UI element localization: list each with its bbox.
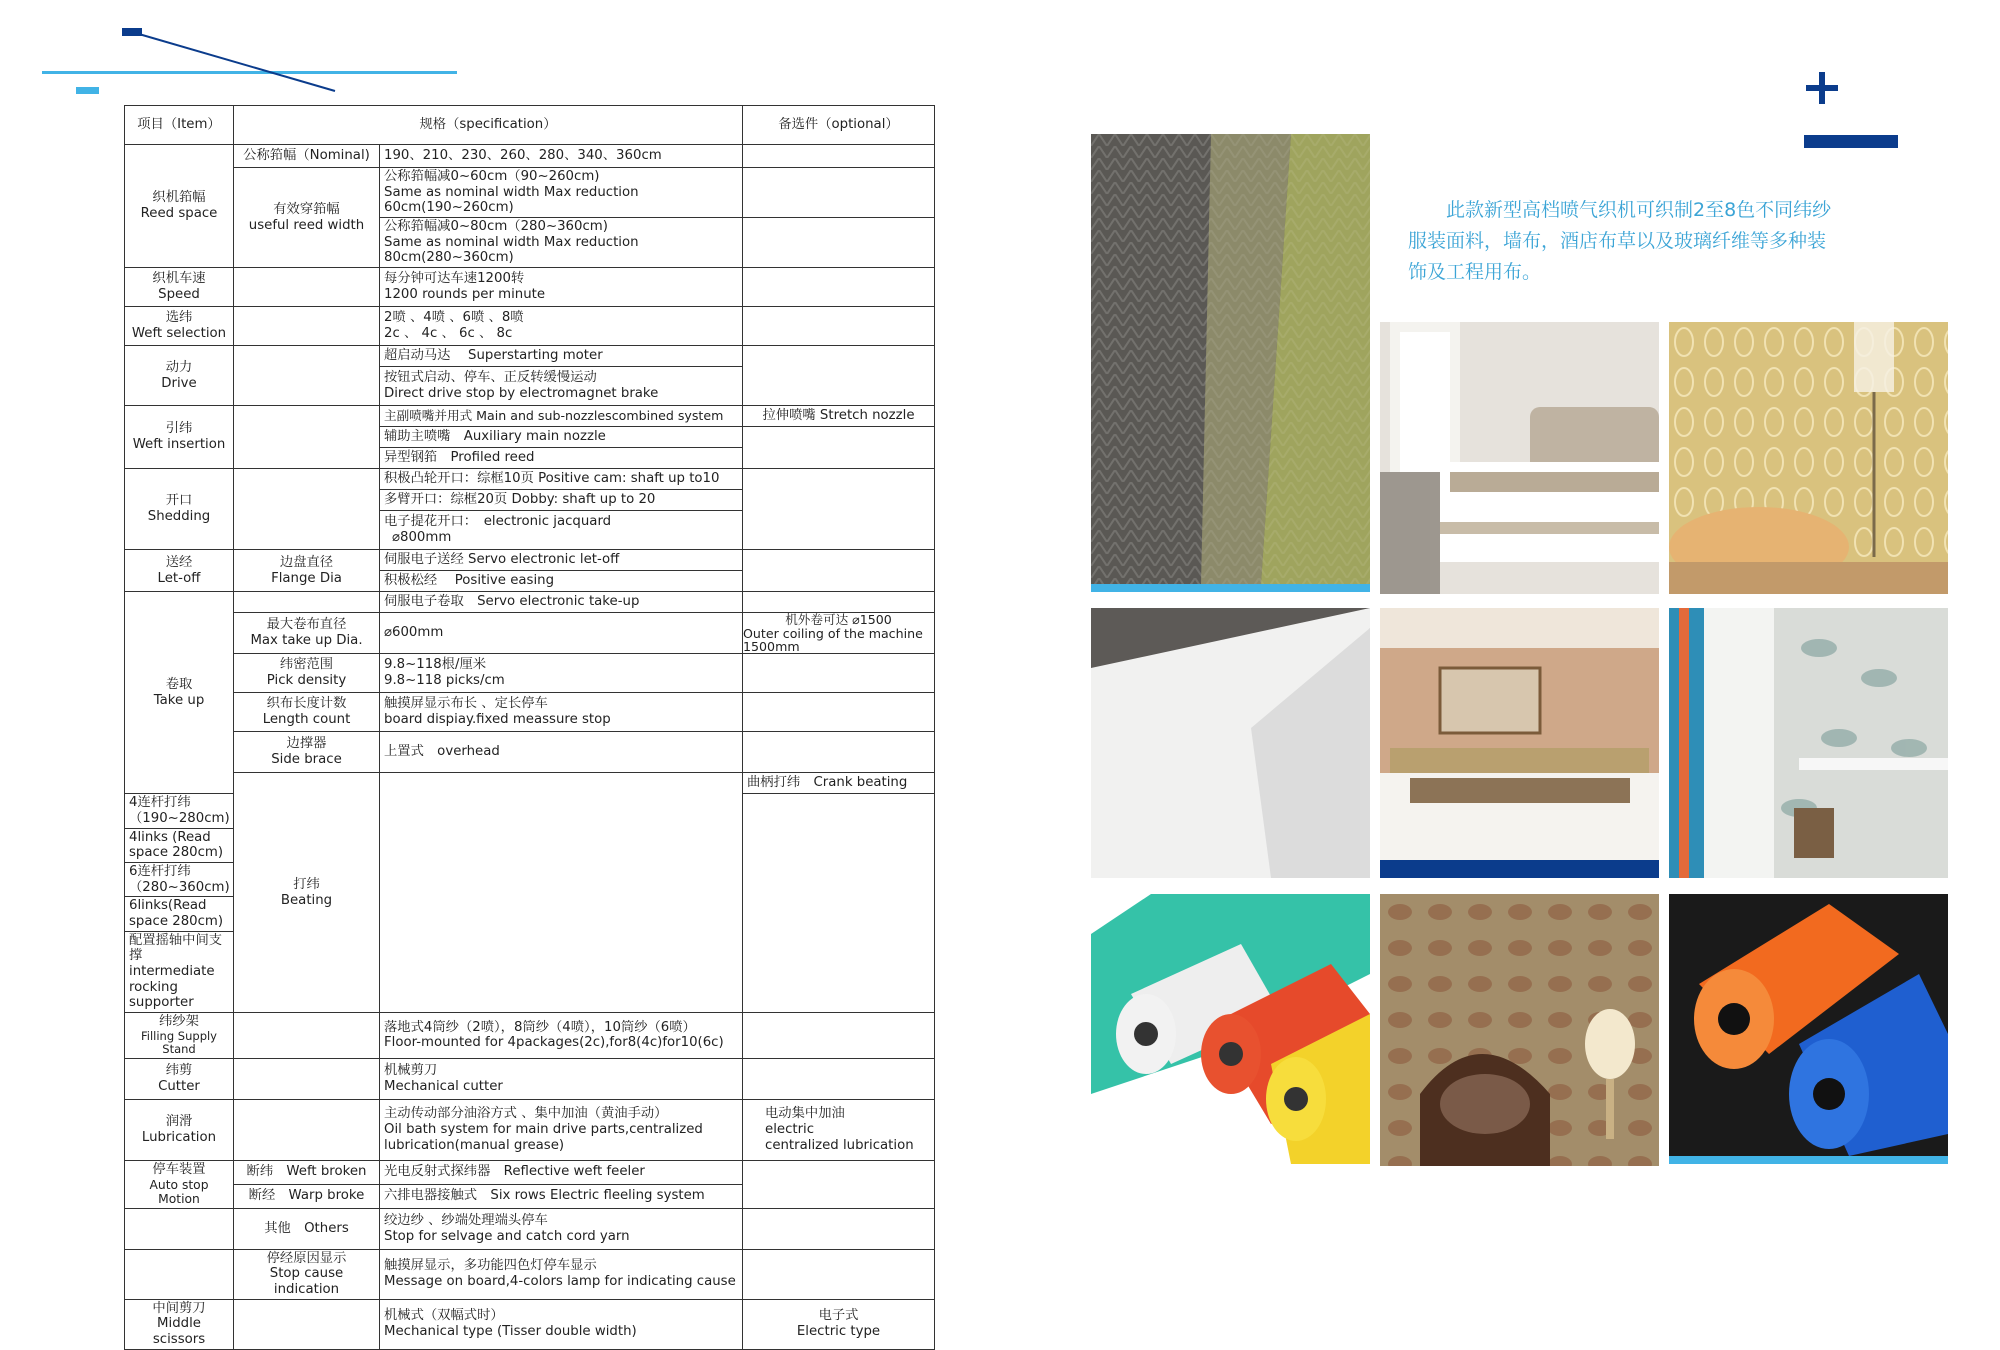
reed-label: 织机筘幅 Reed space — [125, 145, 234, 268]
stop-cause-label: 停经原因显示 Stop cause indication — [234, 1249, 380, 1299]
header-optional: 备选件（optional） — [743, 106, 935, 145]
weft-selection-label: 选纬 Weft selection — [125, 307, 234, 346]
pick-spec: 9.8~118根/厘米 9.8~118 picks/cm — [380, 654, 743, 693]
length-label: 织布长度计数 Length count — [234, 693, 380, 732]
useful-label: 有效穿筘幅 useful reed width — [234, 168, 380, 268]
letoff-spec-1: 伺服电子送经 Servo electronic let-off — [380, 550, 743, 571]
shedding-spec-1: 积极凸轮开口：综框10页 Positive cam: shaft up to10 — [380, 469, 743, 490]
brace-label: 边撑器 Side brace — [234, 732, 380, 773]
plus-icon — [1806, 72, 1838, 104]
beating-label: 打纬 Beating — [234, 773, 380, 1013]
warp-broke-label: 断经 Warp broke — [234, 1184, 380, 1208]
letoff-label: 送经 Let-off — [125, 550, 234, 592]
shedding-label: 开口 Shedding — [125, 469, 234, 550]
beating-spec-5: 6links(Read space 280cm) — [125, 897, 234, 931]
scissors-spec: 机械式（双幅式时） Mechanical type (Tisser double width) — [380, 1299, 743, 1349]
lubrication-label: 润滑 Lubrication — [125, 1099, 234, 1160]
length-spec: 触摸屏显示布长 、定长停车 board dispiay.fixed meassure stop — [380, 693, 743, 732]
lubrication-spec: 主动传动部分油浴方式 、集中加油（黄油手动） Oil bath system for main drive parts,centralized lubrication(manual grease) — [380, 1099, 743, 1160]
weft-insertion-label: 引纬 Weft insertion — [125, 406, 234, 469]
weft-insertion-spec-3: 异型钢筘 Profiled reed — [380, 448, 743, 469]
flange-label: 边盘直径 Flange Dia — [234, 550, 380, 592]
wallpaper-living-bar — [1669, 594, 1948, 602]
lubrication-opt: 电动集中加油 electric centralized lubrication — [743, 1099, 935, 1160]
diagonal-line — [130, 30, 340, 95]
takeup-label: 卷取 Take up — [125, 592, 234, 794]
others-label: 其他 Others — [234, 1208, 380, 1249]
autostop-label: 停车装置 Auto stop Motion — [125, 1160, 234, 1208]
curtain-bathroom-photo — [1669, 608, 1948, 878]
hotel-bedding-photo — [1380, 322, 1659, 594]
header-spec: 规格（specification） — [234, 106, 743, 145]
cutter-label: 纬剪 Cutter — [125, 1058, 234, 1099]
filling-spec: 落地式4筒纱（2喷），8筒纱（4喷），10筒纱（6喷） Floor-mounted for 4packages(2c),for8(4c)for10(6c) — [380, 1013, 743, 1059]
minus-icon — [1804, 135, 1898, 148]
hotel-room-photo — [1380, 608, 1659, 860]
beating-spec-6: 配置摇轴中间支撑 intermediate rocking supporter — [125, 931, 234, 1012]
weft-insertion-spec-2: 辅助主喷嘴 Auxiliary main nozzle — [380, 427, 743, 448]
warp-broke-spec: 六排电器接触式 Six rows Electric fleeling system — [380, 1184, 743, 1208]
letoff-spec-2: 积极松经 Positive easing — [380, 571, 743, 592]
weft-selection-spec: 2喷 、4喷 、6喷 、8喷 2c 、 4c 、 6c 、 8c — [380, 307, 743, 346]
paisley-interior-photo — [1380, 894, 1659, 1166]
product-description: 此款新型高档喷气织机可织制2至8色不同纬纱服装面料，墙布，酒店布草以及玻璃纤维等多种装饰及工程用布。 — [1408, 199, 1832, 283]
useful-spec-1: 公称筘幅减0~60cm（90~260cm) Same as nominal width Max reduction 60cm(190~260cm) — [380, 168, 743, 218]
beating-spec-3: 4links (Read space 280cm) — [125, 828, 234, 862]
fiberglass-mesh-photo — [1091, 608, 1370, 878]
shedding-spec-3: 电子提花开口： electronic jacquard ⌀800mm — [380, 511, 743, 550]
speed-label: 织机车速 Speed — [125, 268, 234, 307]
speed-spec: 每分钟可达车速1200转 1200 rounds per minute — [380, 268, 743, 307]
stop-cause-spec: 触摸屏显示，多功能四色灯停车显示 Message on board,4-colors lamp for indicating cause — [380, 1249, 743, 1299]
header-item: 项目（Item） — [125, 106, 234, 145]
wallpaper-living-photo — [1669, 322, 1948, 594]
beating-spec-2: 4连杆打纬（190~280cm) — [125, 794, 234, 828]
fabric-swatch-photo — [1091, 134, 1370, 584]
useful-spec-2: 公称筘幅减0~80cm（280~360cm) Same as nominal width Max reduction 80cm(280~360cm) — [380, 218, 743, 268]
brace-spec: 上置式 overhead — [380, 732, 743, 773]
maxdia-spec: ⌀600mm — [380, 613, 743, 654]
weft-broken-spec: 光电反射式探纬器 Reflective weft feeler — [380, 1160, 743, 1184]
drive-label: 动力 Drive — [125, 346, 234, 406]
weft-insertion-opt: 拉伸喷嘴 Stretch nozzle — [743, 406, 935, 427]
scissors-label: 中间剪刀 Middle scissors — [125, 1299, 234, 1349]
maxdia-opt: 机外卷可达 ⌀1500 Outer coiling of the machine 1500mm — [743, 613, 935, 654]
weft-insertion-spec-1: 主副喷嘴并用式 Main and sub-nozzlescombined system — [380, 406, 743, 427]
mesh-rolls-photo — [1091, 894, 1370, 1164]
maxdia-label: 最大卷布直径 Max take up Dia. — [234, 613, 380, 654]
fabric-swatch-bar — [1091, 584, 1370, 592]
drive-spec-2: 按钮式启动、停车、正反转缓慢运动 Direct drive stop by electromagnet brake — [380, 367, 743, 406]
weft-broken-label: 断纬 Weft broken — [234, 1160, 380, 1184]
drive-spec-1: 超启动马达 Superstarting moter — [380, 346, 743, 367]
beating-spec-1: 曲柄打纬 Crank beating — [743, 773, 935, 794]
header-accent-small — [76, 87, 99, 94]
scissors-opt: 电子式 Electric type — [743, 1299, 935, 1349]
takeup-spec-0: 伺服电子卷取 Servo electronic take-up — [380, 592, 743, 613]
filling-label: 纬纱架 Filling Supply Stand — [125, 1013, 234, 1059]
spec-table — [124, 105, 935, 1350]
mesh-rolls-blue-photo — [1669, 894, 1948, 1156]
cutter-spec: 机械剪刀 Mechanical cutter — [380, 1058, 743, 1099]
beating-spec-4: 6连杆打纬（280~360cm) — [125, 862, 234, 896]
others-spec: 绞边纱 、纱端处理端头停车 Stop for selvage and catch cord yarn — [380, 1208, 743, 1249]
mesh-rolls-blue-bar — [1669, 1156, 1948, 1164]
shedding-spec-2: 多臂开口：综框20页 Dobby: shaft up to 20 — [380, 490, 743, 511]
hotel-room-bar — [1380, 860, 1659, 878]
nominal-label: 公称筘幅（Nominal) — [234, 145, 380, 168]
pick-label: 纬密范围 Pick density — [234, 654, 380, 693]
nominal-spec: 190、210、230、260、280、340、360cm — [380, 145, 743, 168]
